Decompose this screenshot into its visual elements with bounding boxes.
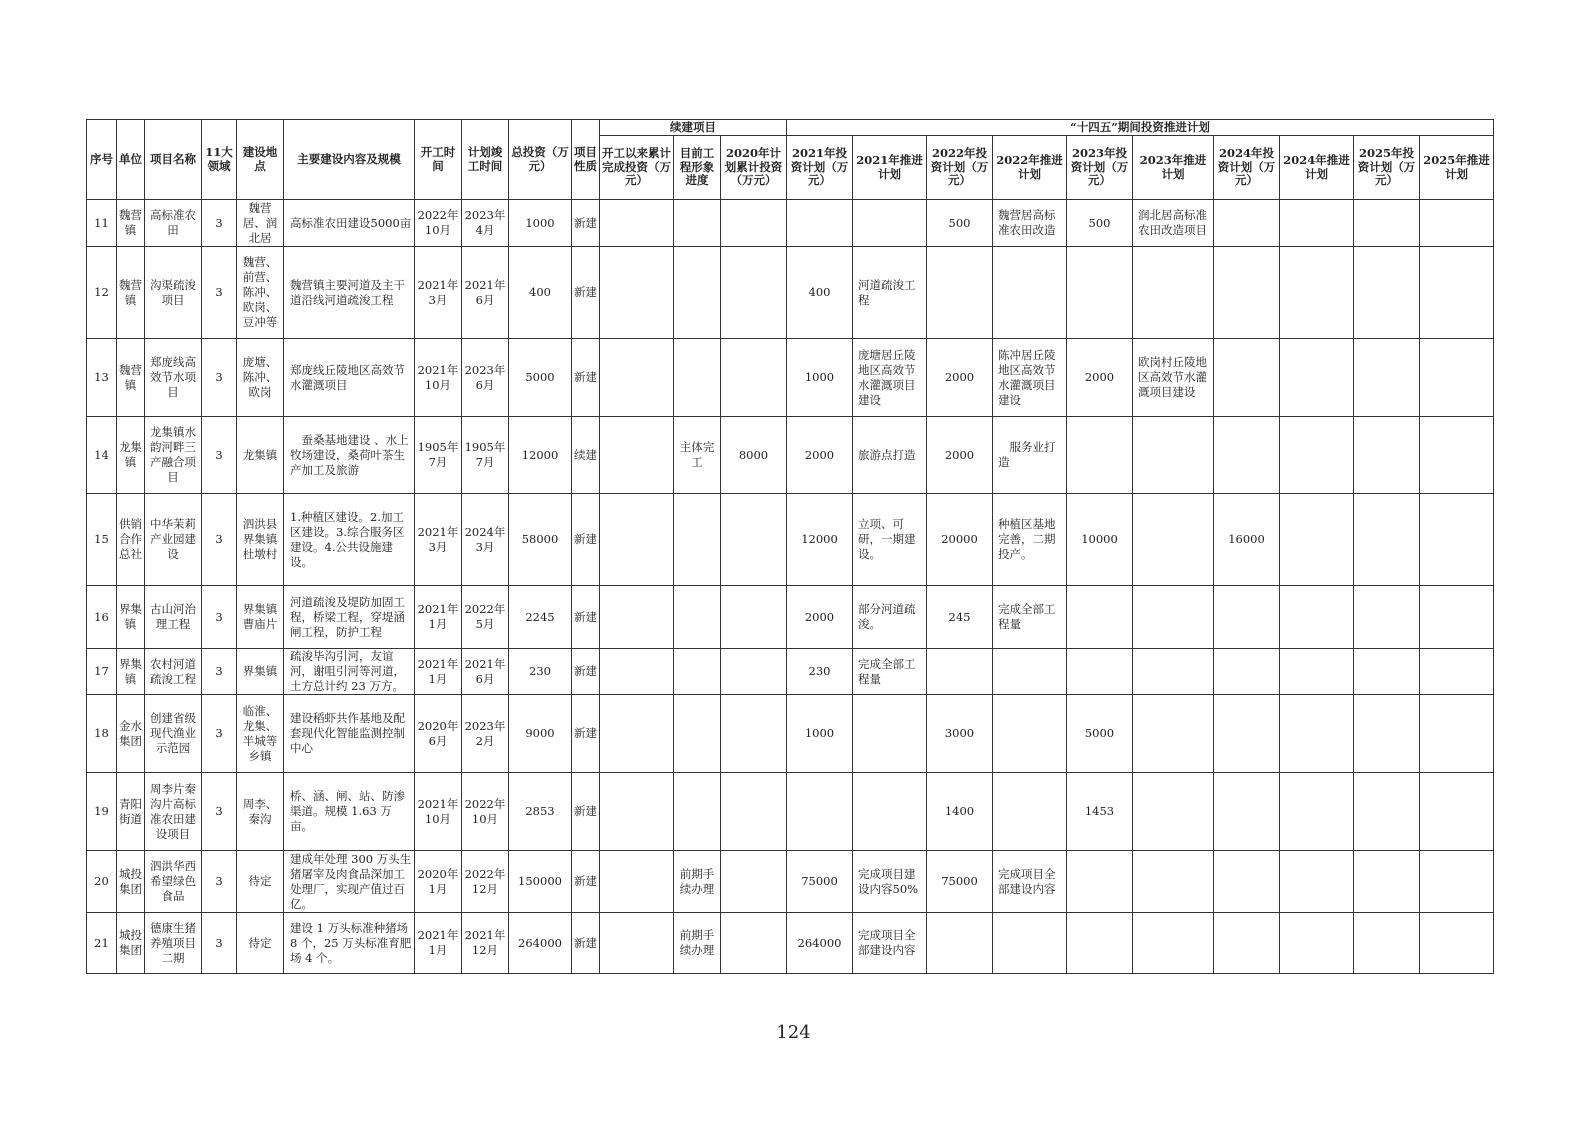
cell-seq: 17	[87, 649, 117, 695]
cell-cont-progress	[674, 200, 721, 247]
cell-2025-plan	[1420, 851, 1494, 913]
cell-2025-inv	[1354, 851, 1420, 913]
cell-2021-inv: 2000	[787, 586, 853, 649]
cell-cont-2020	[721, 494, 787, 586]
cell-nature: 新建	[572, 851, 600, 913]
cell-cont-progress	[674, 339, 721, 417]
cell-content: 河道疏浚及堤防加固工程，桥梁工程，穿堤涵闸工程，防护工程	[284, 586, 415, 649]
cell-2024-inv	[1214, 417, 1280, 494]
cell-cont-progress	[674, 586, 721, 649]
cell-nature: 新建	[572, 339, 600, 417]
cell-2021-inv: 2000	[787, 417, 853, 494]
cell-cont-cum	[600, 200, 674, 247]
cell-cont-2020	[721, 695, 787, 773]
cell-cont-progress: 前期手续办理	[674, 913, 721, 974]
cell-2021-inv: 230	[787, 649, 853, 695]
cell-2021-plan: 完成项目全部建设内容	[853, 913, 927, 974]
cell-seq: 20	[87, 851, 117, 913]
cell-content: 建设 1 万头标准种猪场 8 个，25 万头标准育肥场 4 个。	[284, 913, 415, 974]
cell-unit: 青阳街道	[117, 773, 145, 851]
cell-unit: 城投集团	[117, 913, 145, 974]
cell-seq: 18	[87, 695, 117, 773]
cell-total: 400	[509, 247, 572, 339]
header-content: 主要建设内容及规模	[284, 120, 415, 200]
cell-2025-inv	[1354, 773, 1420, 851]
cell-2025-inv	[1354, 417, 1420, 494]
table-row	[87, 851, 1494, 913]
cell-name: 德康生猪养殖项目二期	[145, 913, 202, 974]
cell-start: 2020年6月	[415, 695, 462, 773]
cell-2022-plan	[993, 247, 1067, 339]
cell-2024-inv	[1214, 339, 1280, 417]
header-2021-plan: 2021年推进计划	[853, 136, 927, 200]
cell-cont-cum	[600, 586, 674, 649]
cell-2023-inv: 5000	[1067, 695, 1133, 773]
cell-2021-plan	[853, 773, 927, 851]
cell-nature: 新建	[572, 586, 600, 649]
cell-2025-plan	[1420, 913, 1494, 974]
cell-2021-plan	[853, 200, 927, 247]
cell-2022-inv	[927, 649, 993, 695]
header-2024-plan: 2024年推进计划	[1280, 136, 1354, 200]
cell-place: 魏营、前营、陈冲、欧岗、豆冲等	[237, 247, 284, 339]
cell-2021-inv: 75000	[787, 851, 853, 913]
cell-unit: 魏营镇	[117, 200, 145, 247]
cell-2022-inv	[927, 247, 993, 339]
cell-2022-plan	[993, 695, 1067, 773]
cell-cont-progress: 前期手续办理	[674, 851, 721, 913]
cell-cont-progress	[674, 695, 721, 773]
cell-cont-2020	[721, 247, 787, 339]
cell-start: 2021年3月	[415, 247, 462, 339]
header-cont-cum: 开工以来累计完成投资（万元）	[600, 136, 674, 200]
cell-cont-2020: 8000	[721, 417, 787, 494]
header-place: 建设地点	[237, 120, 284, 200]
cell-finish: 2022年5月	[462, 586, 509, 649]
cell-2024-plan	[1280, 494, 1354, 586]
cell-seq: 19	[87, 773, 117, 851]
cell-nature: 新建	[572, 913, 600, 974]
cell-cont-cum	[600, 339, 674, 417]
cell-2022-inv: 2000	[927, 339, 993, 417]
cell-total: 58000	[509, 494, 572, 586]
cell-2022-inv: 20000	[927, 494, 993, 586]
cell-2024-inv: 16000	[1214, 494, 1280, 586]
cell-2023-inv	[1067, 851, 1133, 913]
cell-2022-inv	[927, 913, 993, 974]
page-number: 124	[776, 1022, 811, 1043]
cell-name: 农村河道疏浚工程	[145, 649, 202, 695]
cell-content: 建成年处理 300 万头生猪屠宰及肉食品深加工处理厂，实现产值过百亿。	[284, 851, 415, 913]
cell-2023-plan	[1133, 695, 1214, 773]
cell-2023-plan	[1133, 417, 1214, 494]
cell-2022-plan: 魏营居高标准农田改造	[993, 200, 1067, 247]
cell-nature: 新建	[572, 773, 600, 851]
cell-2025-inv	[1354, 695, 1420, 773]
cell-unit: 魏营镇	[117, 339, 145, 417]
cell-2021-inv: 1000	[787, 695, 853, 773]
cell-2023-plan	[1133, 913, 1214, 974]
cell-name: 沟渠疏浚项目	[145, 247, 202, 339]
cell-2022-plan: 陈冲居丘陵地区高效节水灌溉项目建设	[993, 339, 1067, 417]
cell-content: 建设稻虾共作基地及配套现代化智能监测控制中心	[284, 695, 415, 773]
cell-domain: 3	[202, 200, 237, 247]
cell-cont-2020	[721, 200, 787, 247]
cell-total: 2245	[509, 586, 572, 649]
cell-2024-inv	[1214, 913, 1280, 974]
cell-2024-plan	[1280, 417, 1354, 494]
cell-2025-inv	[1354, 200, 1420, 247]
header-cont-2020: 2020年计划累计投资（万元）	[721, 136, 787, 200]
cell-cont-progress	[674, 247, 721, 339]
cell-2022-plan	[993, 913, 1067, 974]
cell-name: 郑庞线高效节水项目	[145, 339, 202, 417]
cell-start: 2021年3月	[415, 494, 462, 586]
header-cont-progress: 目前工程形象进度	[674, 136, 721, 200]
cell-2023-inv	[1067, 649, 1133, 695]
cell-seq: 12	[87, 247, 117, 339]
cell-2021-plan: 河道疏浚工程	[853, 247, 927, 339]
cell-seq: 15	[87, 494, 117, 586]
header-seq: 序号	[87, 120, 117, 200]
table-row	[87, 494, 1494, 586]
cell-cont-cum	[600, 913, 674, 974]
cell-start: 2021年1月	[415, 913, 462, 974]
cell-nature: 新建	[572, 247, 600, 339]
cell-2022-plan: 服务业打造	[993, 417, 1067, 494]
cell-name: 中华茉莉产业园建设	[145, 494, 202, 586]
cell-2024-plan	[1280, 200, 1354, 247]
table-row	[87, 339, 1494, 417]
cell-content: 魏营镇主要河道及主干道沿线河道疏浚工程	[284, 247, 415, 339]
cell-2025-inv	[1354, 913, 1420, 974]
cell-domain: 3	[202, 494, 237, 586]
cell-2022-inv: 1400	[927, 773, 993, 851]
cell-cont-progress	[674, 649, 721, 695]
table-row	[87, 586, 1494, 649]
cell-2022-inv: 2000	[927, 417, 993, 494]
cell-cont-2020	[721, 339, 787, 417]
cell-finish: 2022年10月	[462, 773, 509, 851]
cell-content: 高标准农田建设5000亩	[284, 200, 415, 247]
cell-cont-cum	[600, 247, 674, 339]
cell-start: 2021年1月	[415, 586, 462, 649]
cell-2023-plan: 润北居高标准农田改造项目	[1133, 200, 1214, 247]
cell-domain: 3	[202, 773, 237, 851]
cell-2024-plan	[1280, 695, 1354, 773]
cell-content: 蚕桑基地建设 、水上牧场建设，桑荷叶茶生产加工及旅游	[284, 417, 415, 494]
cell-place: 庞塘、陈冲、欧岗	[237, 339, 284, 417]
cell-2024-inv	[1214, 695, 1280, 773]
cell-2024-inv	[1214, 649, 1280, 695]
header-2022-inv: 2022年投资计划（万元）	[927, 136, 993, 200]
cell-2023-inv	[1067, 417, 1133, 494]
cell-2025-plan	[1420, 247, 1494, 339]
cell-finish: 2021年6月	[462, 649, 509, 695]
header-plan-group: “十四五”期间投资推进计划	[787, 120, 1494, 136]
table-body	[87, 200, 1494, 974]
cell-total: 9000	[509, 695, 572, 773]
cell-cont-cum	[600, 773, 674, 851]
cell-2022-inv: 3000	[927, 695, 993, 773]
cell-seq: 21	[87, 913, 117, 974]
cell-2024-plan	[1280, 247, 1354, 339]
cell-name: 龙集镇水韵河畔三产融合项目	[145, 417, 202, 494]
cell-2023-inv: 500	[1067, 200, 1133, 247]
cell-start: 2022年10月	[415, 200, 462, 247]
cell-2021-inv: 1000	[787, 339, 853, 417]
cell-2021-plan: 立项、可研，一期建设。	[853, 494, 927, 586]
cell-cont-cum	[600, 851, 674, 913]
cell-2024-plan	[1280, 586, 1354, 649]
header-continuing-group: 续建项目	[600, 120, 787, 136]
cell-start: 2021年10月	[415, 339, 462, 417]
cell-name: 创建省级现代渔业示范园	[145, 695, 202, 773]
table-row	[87, 695, 1494, 773]
cell-place: 界集镇曹庙片	[237, 586, 284, 649]
cell-name: 泗洪华西希望绿色食品	[145, 851, 202, 913]
table-row	[87, 913, 1494, 974]
cell-place: 龙集镇	[237, 417, 284, 494]
header-start: 开工时间	[415, 120, 462, 200]
cell-2025-inv	[1354, 247, 1420, 339]
cell-finish: 2023年2月	[462, 695, 509, 773]
cell-start: 2021年10月	[415, 773, 462, 851]
cell-2025-plan	[1420, 586, 1494, 649]
cell-2023-plan	[1133, 247, 1214, 339]
cell-nature: 新建	[572, 649, 600, 695]
cell-unit: 魏营镇	[117, 247, 145, 339]
cell-2021-inv: 12000	[787, 494, 853, 586]
cell-place: 周李、秦沟	[237, 773, 284, 851]
cell-2021-plan: 庞塘居丘陵地区高效节水灌溉项目建设	[853, 339, 927, 417]
cell-finish: 2022年12月	[462, 851, 509, 913]
cell-unit: 城投集团	[117, 851, 145, 913]
cell-2023-plan	[1133, 494, 1214, 586]
header-2022-plan: 2022年推进计划	[993, 136, 1067, 200]
cell-nature: 新建	[572, 695, 600, 773]
cell-2021-inv	[787, 200, 853, 247]
cell-name: 高标准农田	[145, 200, 202, 247]
cell-2021-plan: 完成项目建设内容50%	[853, 851, 927, 913]
cell-2023-plan	[1133, 649, 1214, 695]
cell-2024-inv	[1214, 200, 1280, 247]
cell-2021-plan: 部分河道疏浚。	[853, 586, 927, 649]
cell-seq: 14	[87, 417, 117, 494]
investment-plan-table	[86, 119, 1494, 974]
cell-domain: 3	[202, 339, 237, 417]
cell-domain: 3	[202, 913, 237, 974]
cell-2022-inv: 245	[927, 586, 993, 649]
cell-start: 2021年1月	[415, 649, 462, 695]
cell-2022-inv: 75000	[927, 851, 993, 913]
cell-2023-inv: 10000	[1067, 494, 1133, 586]
cell-2022-plan	[993, 649, 1067, 695]
cell-2025-plan	[1420, 417, 1494, 494]
cell-domain: 3	[202, 417, 237, 494]
header-finish: 计划竣工时间	[462, 120, 509, 200]
cell-total: 264000	[509, 913, 572, 974]
cell-total: 12000	[509, 417, 572, 494]
cell-nature: 新建	[572, 200, 600, 247]
header-2023-plan: 2023年推进计划	[1133, 136, 1214, 200]
cell-2023-plan: 欧岗村丘陵地区高效节水灌溉项目建设	[1133, 339, 1214, 417]
table-row	[87, 417, 1494, 494]
cell-2023-inv	[1067, 586, 1133, 649]
cell-cont-cum	[600, 417, 674, 494]
cell-2023-inv: 1453	[1067, 773, 1133, 851]
cell-domain: 3	[202, 649, 237, 695]
cell-unit: 供销合作总社	[117, 494, 145, 586]
cell-start: 2020年1月	[415, 851, 462, 913]
table-row	[87, 649, 1494, 695]
cell-2021-inv: 264000	[787, 913, 853, 974]
cell-domain: 3	[202, 247, 237, 339]
cell-domain: 3	[202, 851, 237, 913]
cell-content: 1.种植区建设。2.加工区建设。3.综合服务区建设。4.公共设施建设。	[284, 494, 415, 586]
header-2021-inv: 2021年投资计划（万元）	[787, 136, 853, 200]
header-2025-inv: 2025年投资计划（万元）	[1354, 136, 1420, 200]
cell-place: 待定	[237, 851, 284, 913]
cell-2025-plan	[1420, 649, 1494, 695]
cell-seq: 11	[87, 200, 117, 247]
cell-2024-inv	[1214, 586, 1280, 649]
cell-content: 桥、涵、闸、站、防渗渠道。规模 1.63 万亩。	[284, 773, 415, 851]
cell-domain: 3	[202, 695, 237, 773]
cell-2024-plan	[1280, 913, 1354, 974]
cell-total: 230	[509, 649, 572, 695]
cell-total: 2853	[509, 773, 572, 851]
cell-name: 古山河治理工程	[145, 586, 202, 649]
cell-2021-inv: 400	[787, 247, 853, 339]
cell-total: 150000	[509, 851, 572, 913]
cell-unit: 界集镇	[117, 586, 145, 649]
cell-2025-plan	[1420, 494, 1494, 586]
cell-finish: 2023年4月	[462, 200, 509, 247]
cell-unit: 金水集团	[117, 695, 145, 773]
cell-finish: 1905年7月	[462, 417, 509, 494]
cell-2023-plan	[1133, 586, 1214, 649]
header-nature: 项目性质	[572, 120, 600, 200]
cell-cont-cum	[600, 494, 674, 586]
cell-2022-plan	[993, 773, 1067, 851]
header-2023-inv: 2023年投资计划（万元）	[1067, 136, 1133, 200]
cell-2025-inv	[1354, 494, 1420, 586]
table-row	[87, 247, 1494, 339]
cell-2023-plan	[1133, 773, 1214, 851]
cell-cont-2020	[721, 649, 787, 695]
cell-2022-inv: 500	[927, 200, 993, 247]
cell-nature: 续建	[572, 417, 600, 494]
cell-seq: 13	[87, 339, 117, 417]
header-unit: 单位	[117, 120, 145, 200]
cell-place: 待定	[237, 913, 284, 974]
cell-domain: 3	[202, 586, 237, 649]
cell-place: 界集镇	[237, 649, 284, 695]
cell-unit: 龙集镇	[117, 417, 145, 494]
cell-place: 临淮、龙集、半城等乡镇	[237, 695, 284, 773]
cell-2024-plan	[1280, 339, 1354, 417]
cell-cont-progress	[674, 494, 721, 586]
cell-finish: 2021年6月	[462, 247, 509, 339]
cell-total: 5000	[509, 339, 572, 417]
cell-2021-plan: 旅游点打造	[853, 417, 927, 494]
cell-2025-plan	[1420, 695, 1494, 773]
cell-finish: 2024年3月	[462, 494, 509, 586]
cell-place: 魏营居、润北居	[237, 200, 284, 247]
cell-2024-plan	[1280, 851, 1354, 913]
cell-2023-inv	[1067, 913, 1133, 974]
table-row	[87, 200, 1494, 247]
cell-cont-progress	[674, 773, 721, 851]
cell-finish: 2021年12月	[462, 913, 509, 974]
cell-content: 疏浚毕沟引河，友谊河，谢咀引河等河道，土方总计约 23 万方。	[284, 649, 415, 695]
cell-unit: 界集镇	[117, 649, 145, 695]
header-2025-plan: 2025年推进计划	[1420, 136, 1494, 200]
cell-2022-plan: 完成项目全部建设内容	[993, 851, 1067, 913]
cell-2023-plan	[1133, 851, 1214, 913]
cell-cont-2020	[721, 913, 787, 974]
cell-2021-plan	[853, 695, 927, 773]
cell-seq: 16	[87, 586, 117, 649]
cell-cont-progress: 主体完工	[674, 417, 721, 494]
cell-finish: 2023年6月	[462, 339, 509, 417]
cell-2022-plan: 完成全部工程量	[993, 586, 1067, 649]
cell-cont-cum	[600, 695, 674, 773]
cell-2023-inv: 2000	[1067, 339, 1133, 417]
cell-cont-cum	[600, 649, 674, 695]
header-2024-inv: 2024年投资计划（万元）	[1214, 136, 1280, 200]
cell-2025-inv	[1354, 339, 1420, 417]
cell-start: 1905年7月	[415, 417, 462, 494]
cell-2021-plan: 完成全部工程量	[853, 649, 927, 695]
cell-cont-2020	[721, 586, 787, 649]
cell-2025-inv	[1354, 649, 1420, 695]
cell-2025-inv	[1354, 586, 1420, 649]
cell-nature: 新建	[572, 494, 600, 586]
cell-cont-2020	[721, 773, 787, 851]
cell-2024-plan	[1280, 649, 1354, 695]
header-name: 项目名称	[145, 120, 202, 200]
cell-2024-inv	[1214, 851, 1280, 913]
cell-total: 1000	[509, 200, 572, 247]
cell-place: 泗洪县界集镇杜墩村	[237, 494, 284, 586]
cell-2021-inv	[787, 773, 853, 851]
cell-2022-plan: 种植区基地完善，二期投产。	[993, 494, 1067, 586]
cell-2024-inv	[1214, 773, 1280, 851]
cell-2024-inv	[1214, 247, 1280, 339]
cell-2025-plan	[1420, 200, 1494, 247]
table-row	[87, 773, 1494, 851]
cell-2024-plan	[1280, 773, 1354, 851]
cell-2023-inv	[1067, 247, 1133, 339]
cell-cont-2020	[721, 851, 787, 913]
cell-content: 郑庞线丘陵地区高效节水灌溉项目	[284, 339, 415, 417]
header-total: 总投资（万元）	[509, 120, 572, 200]
cell-name: 周李片秦沟片高标准农田建设项目	[145, 773, 202, 851]
cell-2025-plan	[1420, 773, 1494, 851]
cell-2025-plan	[1420, 339, 1494, 417]
header-domain: 11大领域	[202, 120, 237, 200]
